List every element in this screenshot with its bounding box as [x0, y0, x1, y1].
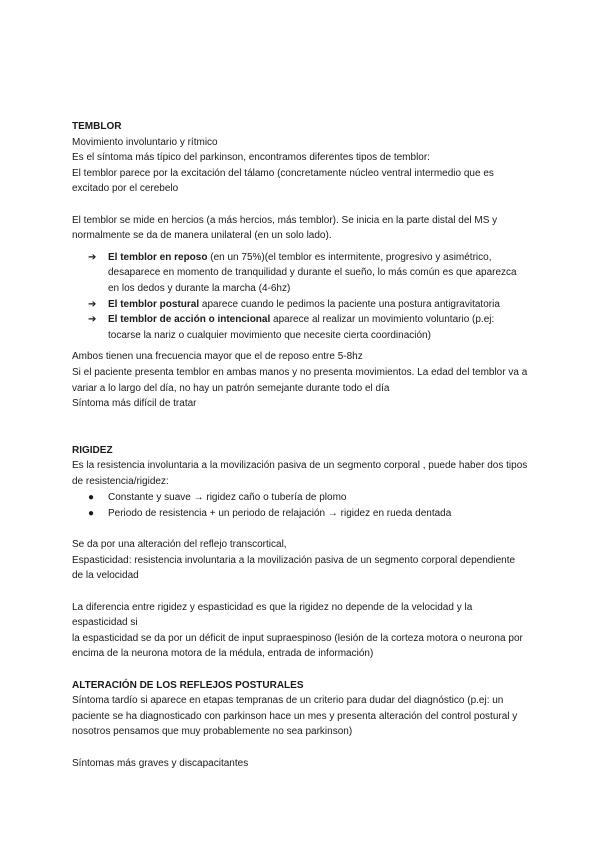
arrow-icon: ➔	[88, 298, 97, 310]
rigidez-difference-2: la espasticidad se da por un déficit de input supraespinoso (lesión de la corteza motora o neurona por encima de la neurona motora de la médula, entrada de información)	[72, 632, 523, 660]
bullet-icon: ●	[88, 507, 95, 519]
temblor-type-desc: (en un 75%)(el temblor es intermitente, progresivo y asimétrico, desaparece en momento de tranquilidad y durante el sueño, lo más común es que aparezca en los dedos y durante la marcha (4-6hz)	[108, 251, 517, 294]
list-item	[72, 312, 528, 343]
list-item	[72, 490, 528, 506]
temblor-line-3: El temblor parece por la excitación del tálamo (concretamente núcleo ventral intermedio que es excitado por el cerebelo	[72, 167, 494, 195]
list-item	[72, 506, 528, 522]
temblor-measure: El temblor se mide en hercios (a más hercios, más temblor). Se inicia en la parte distal del MS y normalmente se da de manera unilateral (en un solo lado).	[72, 214, 498, 242]
temblor-type-name: El temblor en reposo	[108, 251, 208, 263]
arrow-icon: ➔	[88, 251, 97, 263]
temblor-line-2: Es el síntoma más típico del parkinson, encontramos diferentes tipos de temblor:	[72, 152, 430, 164]
temblor-type-desc: aparece al realizar un movimiento voluntario (p.ej: tocarse la nariz o cualquier movimiento que necesite cierta coordinación)	[108, 314, 495, 341]
temblor-types-list	[72, 250, 528, 344]
list-item	[72, 297, 528, 313]
bullet-icon: ●	[88, 491, 95, 503]
section-title-temblor: TEMBLOR	[72, 121, 122, 132]
temblor-after-3: Síntoma más difícil de tratar	[72, 398, 197, 410]
temblor-line-1: Movimiento involuntario y rítmico	[72, 136, 218, 148]
temblor-after-2: Si el paciente presenta temblor en ambas manos y no presenta movimientos. La edad del temblor va a variar a lo largo del día, no hay un patrón semejante durante todo el día	[72, 366, 528, 394]
rigidez-type: Constante y suave → rigidez caño o tubería de plomo	[108, 491, 347, 503]
rigidez-intro: Es la resistencia involuntaria a la movilización pasiva de un segmento corporal , puede haber dos tipos de resistencia/rigidez:	[72, 460, 528, 488]
section-title-reflejos: ALTERACIÓN DE LOS REFLEJOS POSTURALES	[72, 679, 304, 691]
list-item	[72, 250, 528, 297]
temblor-type-name: El temblor de acción o intencional	[108, 314, 271, 326]
section-title-rigidez: RIGIDEZ	[72, 444, 113, 456]
temblor-after-1: Ambos tienen una frecuencia mayor que el de reposo entre 5-8hz	[72, 351, 363, 363]
rigidez-reflex-1: Se da por una alteración del reflejo transcortical,	[72, 539, 287, 551]
rigidez-reflex-2: Espasticidad: resistencia involuntaria a la movilización pasiva de un segmento corporal dependiente de la velocidad	[72, 554, 516, 582]
document-page	[72, 119, 528, 771]
rigidez-type: Periodo de resistencia + un periodo de relajación → rigidez en rueda dentada	[108, 507, 452, 519]
arrow-icon: ➔	[88, 314, 97, 326]
reflejos-text: Síntoma tardío si aparece en etapas tempranas de un criterio para dudar del diagnóstico (p.ej: un paciente se ha diagnosticado con parkinson hace un mes y presenta alteración del control postural y nosotros pensamos que muy probablemente no sea parkinson)	[72, 695, 518, 738]
rigidez-difference-1: La diferencia entre rigidez y espasticidad es que la rigidez no depende de la velocidad y la espasticidad si	[72, 601, 473, 629]
temblor-type-name: El temblor postural	[108, 298, 200, 310]
reflejos-closing: Síntomas más graves y discapacitantes	[72, 757, 249, 769]
temblor-type-desc: aparece cuando le pedimos la paciente una postura antigravitatoria	[199, 298, 500, 310]
rigidez-types-list	[72, 490, 528, 522]
